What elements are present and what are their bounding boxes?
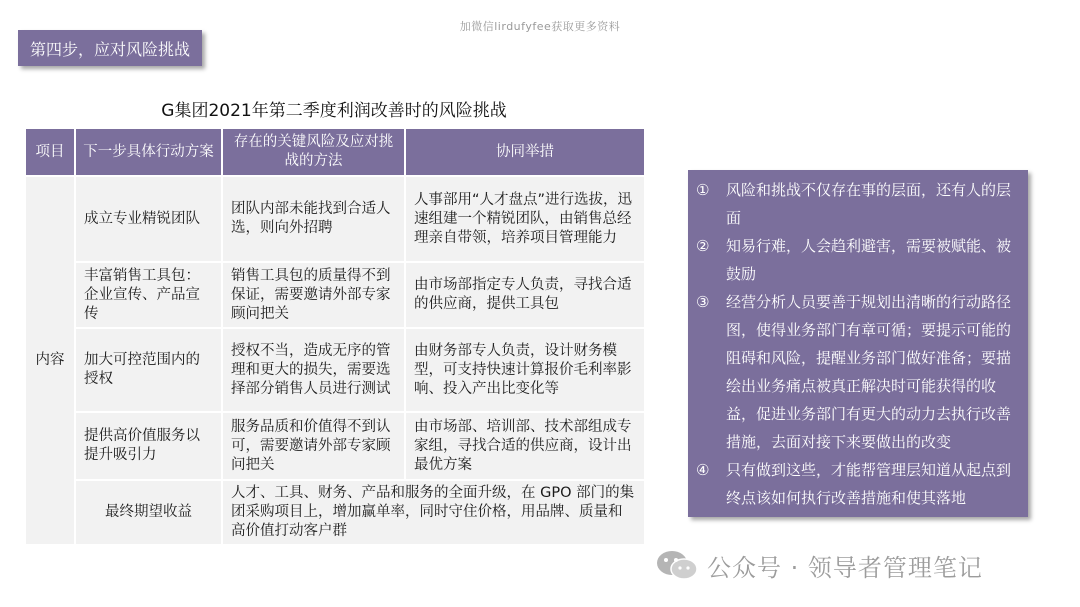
step-label: 第四步，应对风险挑战 [18, 30, 202, 66]
insight-box [688, 170, 1028, 517]
risk-cell: 授权不当，造成无序的管理和更大的损失，需要选择部分销售人员进行测试 [222, 328, 405, 412]
wechat-icon [655, 549, 699, 581]
risk-cell: 销售工具包的质量得不到保证，需要邀请外部专家顾问把关 [222, 262, 405, 328]
final-label-cell: 最终期望收益 [75, 480, 222, 545]
insight-text: 风险和挑战不仅存在事的层面，还有人的层面 [726, 181, 1012, 227]
header-item: 项目 [25, 128, 75, 176]
insight-item [696, 176, 1016, 232]
action-cell: 丰富销售工具包：企业宣传、产品宣传 [75, 262, 222, 328]
header-action: 下一步具体行动方案 [75, 128, 222, 176]
risk-table [24, 127, 646, 546]
insight-number: ③ [696, 293, 710, 311]
insight-item [696, 288, 1016, 456]
table-row [25, 176, 645, 262]
scope-cell: 内容 [25, 176, 75, 545]
table-header-row [25, 128, 645, 176]
table-row [25, 262, 645, 328]
insight-text: 经营分析人员要善于规划出清晰的行动路径图，使得业务部门有章可循；要提示可能的阻碍和风险，提醒业务部门做好准备；要描绘出业务痛点被真正解决时可能获得的收益，促进业务部门有更大的动力去执行改善措施，去面对接下来要做出的改变 [726, 293, 1012, 451]
insight-number: ① [696, 181, 710, 199]
insight-item [696, 456, 1016, 512]
watermark-text: 公众号 · 领导者管理笔记 [707, 553, 983, 582]
measure-cell: 人事部用“人才盘点”进行选拔，迅速组建一个精锐团队，由销售总经理亲自带领，培养项目管理能力 [405, 176, 645, 262]
table-row [25, 412, 645, 480]
measure-cell: 由市场部指定专人负责，寻找合适的供应商，提供工具包 [405, 262, 645, 328]
table-title: G集团2021年第二季度利润改善时的风险挑战 [161, 101, 507, 121]
final-text-cell: 人才、工具、财务、产品和服务的全面升级，在 GPO 部门的集团采购项目上，增加赢单率，同时守住价格，用品牌、质量和高价值打动客户群 [222, 480, 645, 545]
action-cell: 加大可控范围内的授权 [75, 328, 222, 412]
measure-cell: 由市场部、培训部、技术部组成专家组，寻找合适的供应商，设计出最优方案 [405, 412, 645, 480]
top-note: 加微信lirdufyfee获取更多资料 [459, 20, 621, 33]
insight-item [696, 232, 1016, 288]
risk-cell: 服务品质和价值得不到认可，需要邀请外部专家顾问把关 [222, 412, 405, 480]
header-risk: 存在的关键风险及应对挑战的方法 [222, 128, 405, 176]
action-cell: 成立专业精锐团队 [75, 176, 222, 262]
insight-text: 只有做到这些，才能帮管理层知道从起点到终点该如何执行改善措施和使其落地 [726, 461, 1012, 507]
action-cell: 提供高价值服务以提升吸引力 [75, 412, 222, 480]
watermark [655, 548, 983, 582]
table-row [25, 328, 645, 412]
risk-cell: 团队内部未能找到合适人选，则向外招聘 [222, 176, 405, 262]
header-measure: 协同举措 [405, 128, 645, 176]
measure-cell: 由财务部专人负责，设计财务模型，可支持快速计算报价毛利率影响、投入产出比变化等 [405, 328, 645, 412]
insight-number: ④ [696, 461, 710, 479]
insight-number: ② [696, 237, 710, 255]
table-row-final [25, 480, 645, 545]
insight-text: 知易行难，人会趋利避害，需要被赋能、被鼓励 [726, 237, 1012, 283]
